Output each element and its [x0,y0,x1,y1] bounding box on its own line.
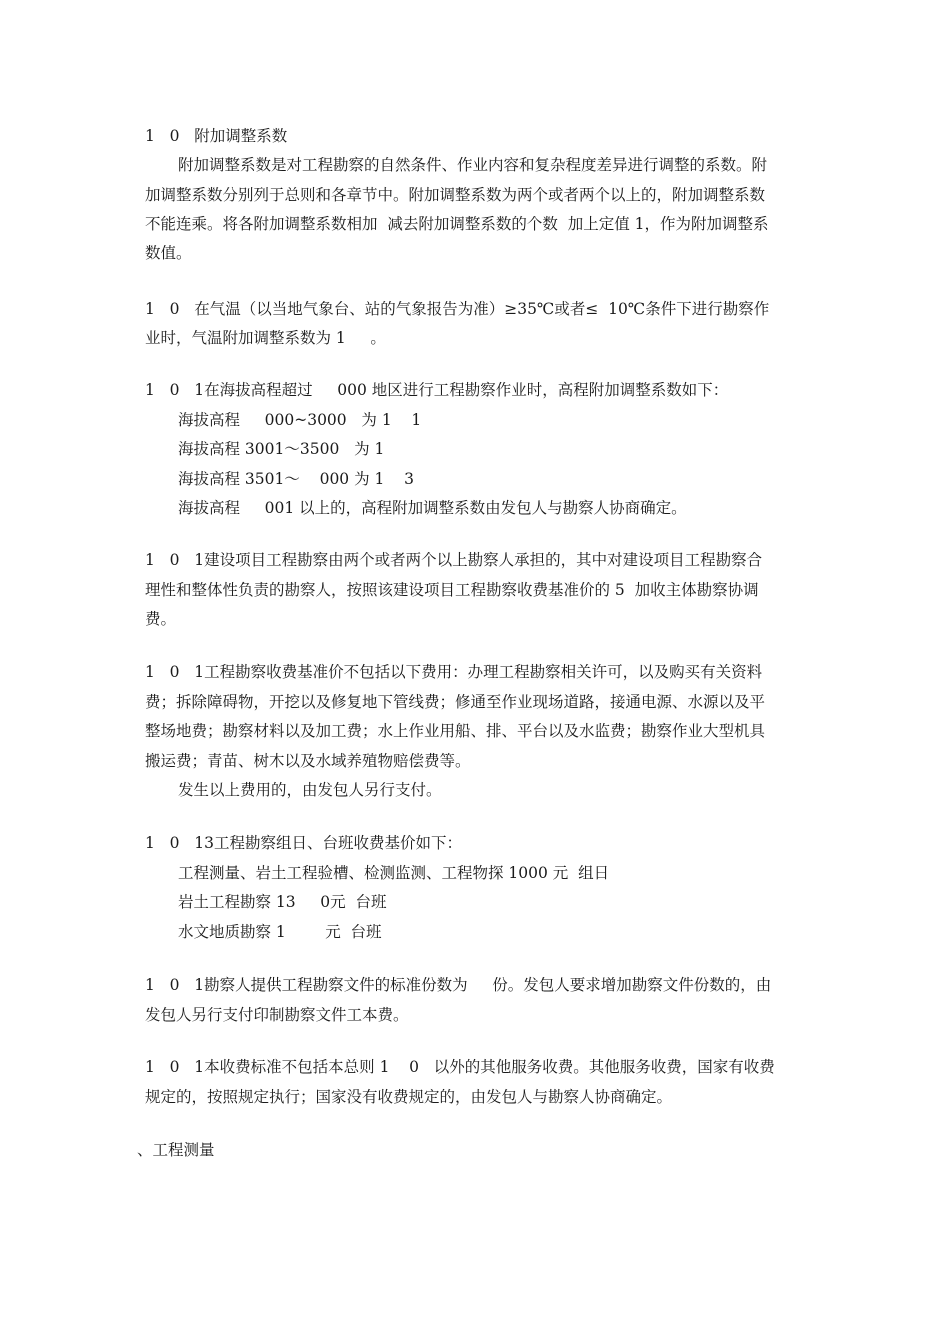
chapter-heading-engineering-survey: 、工程测量 [137,1141,215,1159]
paragraph-line: 理性和整体性负责的勘察人，按照该建设项目工程勘察收费基准价的 5 加收主体勘察协调 [145,581,759,599]
paragraph-line: 费。 [145,610,177,628]
paragraph-line: 不能连乘。将各附加调整系数相加 减去附加调整系数的个数 加上定值 1，作为附加调整系 [145,215,769,233]
list-item: 水文地质勘察 1 元 台班 [178,923,382,941]
clause-excluded-costs: 1 0 1工程勘察收费基准价不包括以下费用：办理工程勘察相关许可，以及购买有关资料 [145,663,763,681]
paragraph-line: 附加调整系数是对工程勘察的自然条件、作业内容和复杂程度差异进行调整的系数。附 [178,156,768,174]
paragraph-line: 发包人另行支付印制勘察文件工本费。 [145,1006,409,1024]
clause-altitude: 1 0 1在海拔高程超过 000 地区进行工程勘察作业时，高程附加调整系数如下： [145,381,729,399]
list-item: 海拔高程 3001～3500 为 1 [178,440,385,458]
clause-document-copies: 1 0 1勘察人提供工程勘察文件的标准份数为 份。发包人要求增加勘察文件份数的，由 [145,976,772,994]
clause-coordination-fee: 1 0 1建设项目工程勘察由两个或者两个以上勘察人承担的，其中对建设项目工程勘察合 [145,551,763,569]
clause-other-services: 1 0 1本收费标准不包括本总则 1 0 以外的其他服务收费。其他服务收费，国家有收费 [145,1058,775,1076]
paragraph-line: 搬运费；青苗、树木以及水域养殖物赔偿费等。 [145,752,471,770]
list-item: 海拔高程 001 以上的，高程附加调整系数由发包人与勘察人协商确定。 [178,499,687,517]
list-item: 海拔高程 000~3000 为 1 1 [178,411,422,429]
clause-temperature: 1 0 在气温（以当地气象台、站的气象报告为准）≥35℃或者≤ 10℃条件下进行勘察作 [145,300,770,318]
clause-daily-rates: 1 0 13工程勘察组日、台班收费基价如下： [145,834,463,852]
paragraph-line: 费；拆除障碍物，开挖以及修复地下管线费；修通至作业现场道路，接通电源、水源以及平 [145,693,766,711]
list-item: 海拔高程 3501～ 000 为 1 3 [178,470,414,488]
section-heading-adjustment-coefficient: 1 0 附加调整系数 [145,127,288,145]
paragraph-line: 规定的，按照规定执行；国家没有收费规定的，由发包人与勘察人协商确定。 [145,1088,673,1106]
paragraph-line: 业时，气温附加调整系数为 1 。 [145,329,386,347]
list-item: 岩土工程勘察 13 0元 台班 [178,893,387,911]
paragraph-line: 数值。 [145,244,192,262]
list-item: 工程测量、岩土工程验槽、检测监测、工程物探 1000 元 组日 [178,864,610,882]
paragraph-line: 整场地费；勘察材料以及加工费；水上作业用船、排、平台以及水监费；勘察作业大型机具 [145,722,766,740]
paragraph-line: 加调整系数分别列于总则和各章节中。附加调整系数为两个或者两个以上的，附加调整系数 [145,186,766,204]
paragraph-note: 发生以上费用的，由发包人另行支付。 [178,781,442,799]
